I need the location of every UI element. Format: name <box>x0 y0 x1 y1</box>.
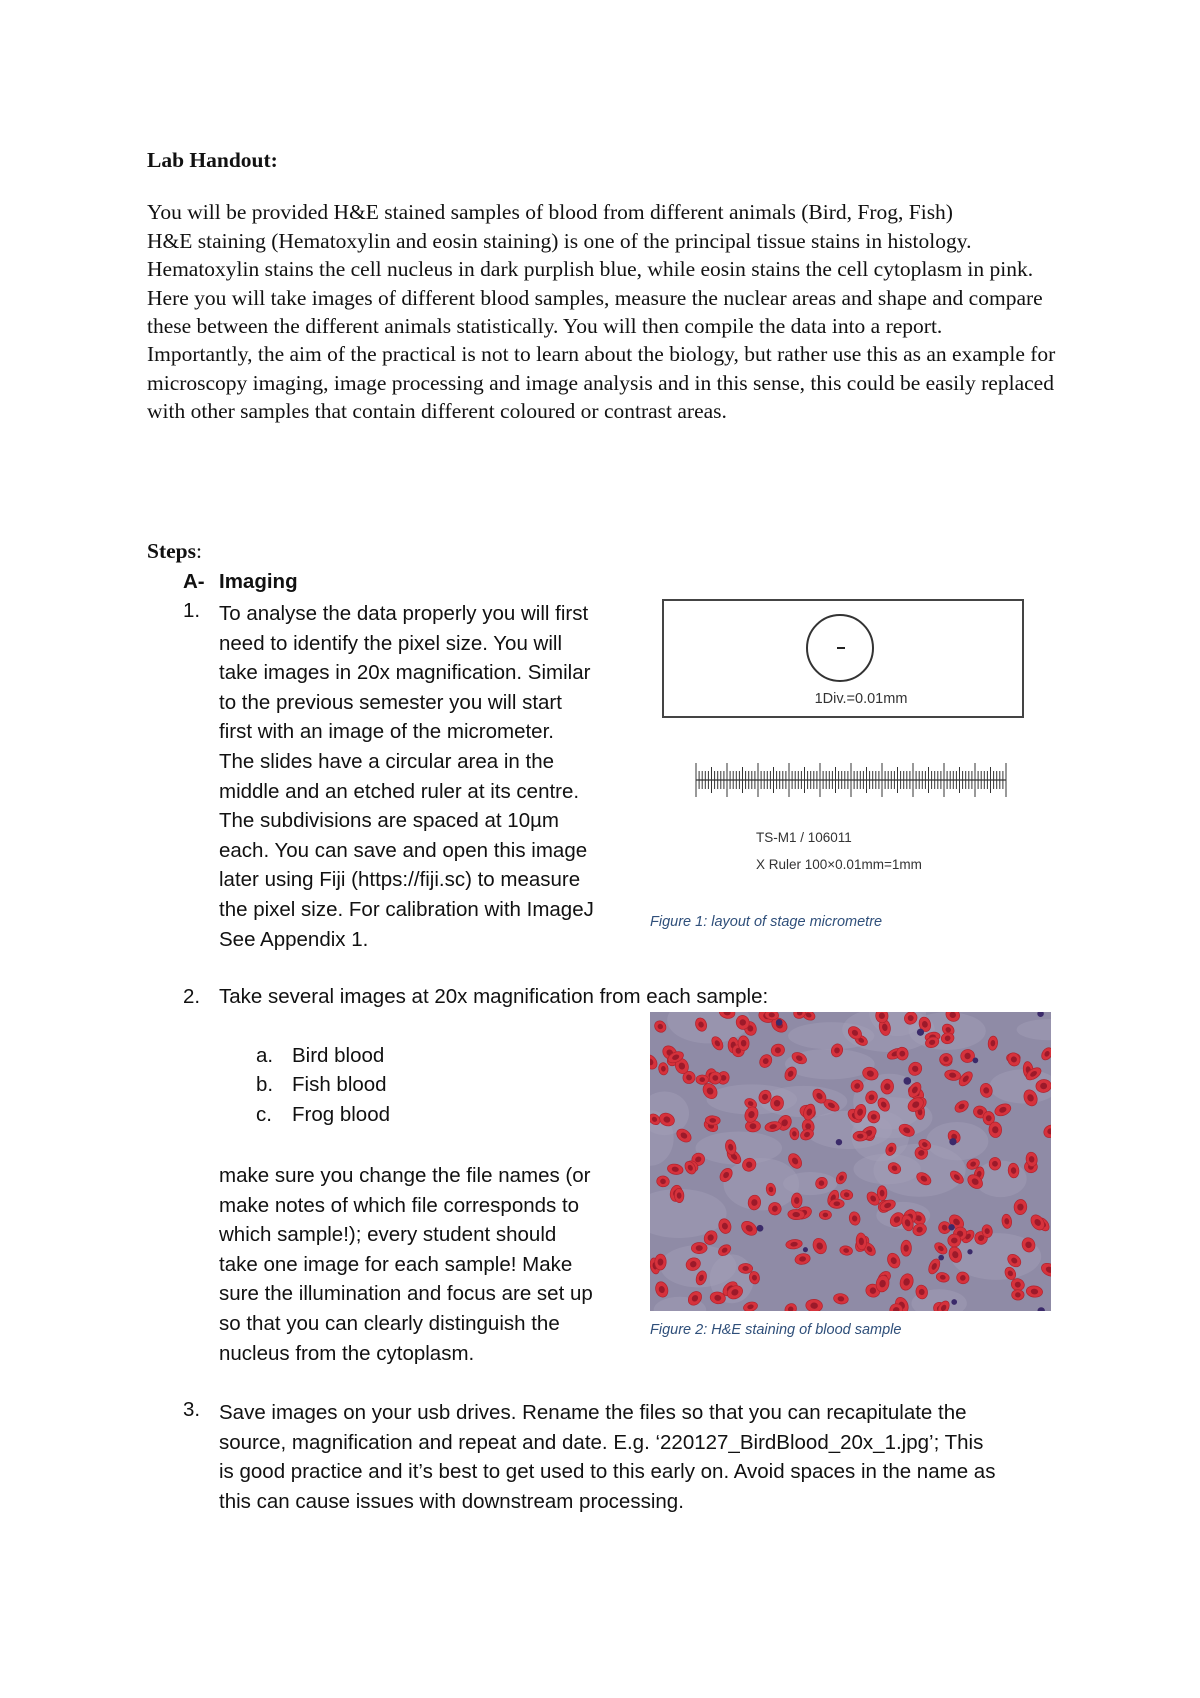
step-1-line: each. You can save and open this image <box>219 838 588 862</box>
step-2-note-line: make sure you change the file names (or <box>219 1164 591 1187</box>
cell-nucleus <box>1015 1292 1021 1297</box>
micrometre-circle <box>806 614 874 682</box>
white-blood-cell <box>967 1249 972 1254</box>
white-blood-cell <box>917 1029 924 1036</box>
figure-1-caption: Figure 1: layout of stage micrometre <box>650 914 883 930</box>
step-1-line: The slides have a circular area in the <box>219 749 555 773</box>
step-3-number: 3. <box>183 1398 201 1421</box>
step-3-line: this can cause issues with downstream processing. <box>219 1489 684 1513</box>
step-1-number: 1. <box>183 599 201 622</box>
red-blood-cell <box>829 1199 844 1209</box>
step-2-note-line: make notes of which file corresponds to <box>219 1193 580 1217</box>
step-1-text <box>219 599 639 954</box>
step-1-line: The subdivisions are spaced at 10µm <box>219 809 559 833</box>
white-blood-cell <box>836 1139 842 1145</box>
red-blood-cell <box>738 1036 750 1051</box>
intro-paragraph-2: H&E staining (Hematoxylin and eosin staining) is one of the principal tissue stains in histology. Hematoxylin stains the cell nucleus in dark purplish blue, while eosin stains the cell cytoplasm in pink. <box>147 228 1034 282</box>
step-1-line: See Appendix 1. <box>219 927 369 951</box>
sample-item: Bird blood <box>292 1044 385 1067</box>
step-2-note-line: take one image for each sample! Make <box>219 1252 573 1276</box>
red-blood-cell <box>791 1193 802 1208</box>
smear-patch <box>724 1158 800 1210</box>
red-blood-cell <box>1012 1290 1024 1300</box>
step-1-line: need to identify the pixel size. You will <box>219 631 563 655</box>
red-blood-cell <box>654 1254 666 1270</box>
figure-2-caption: Figure 2: H&E staining of blood sample <box>650 1322 902 1338</box>
step-2-heading: Take several images at 20x magnification from each sample: <box>219 985 769 1008</box>
step-1-line: take images in 20x magnification. Similar <box>219 661 591 685</box>
sample-item: Frog blood <box>292 1103 391 1126</box>
step-2-note-line: which sample!); every student should <box>219 1223 557 1247</box>
red-blood-cell <box>853 1131 868 1141</box>
white-blood-cell <box>757 1225 764 1232</box>
steps-heading <box>147 539 202 564</box>
section-a-title: Imaging <box>219 570 298 593</box>
intro-paragraph-4: Importantly, the aim of the practical is not to learn about the biology, but rather use this as an example for microscopy imaging, image processing and image analysis and in this sense, this could be easily replaced with other samples that contain different coloured or contrast areas. <box>147 342 1056 424</box>
step-2-note-line: sure the illumination and focus are set up <box>219 1282 593 1306</box>
step-2-note-line: so that you can clearly distinguish the <box>219 1311 560 1335</box>
white-blood-cell <box>951 1299 957 1305</box>
step-1-line: to the previous semester you will start <box>219 690 562 714</box>
step-1-line: the pixel size. For calibration with ImageJ <box>219 897 594 921</box>
step-3-text <box>219 1398 1079 1516</box>
step-2-number: 2. <box>183 985 201 1008</box>
white-blood-cell <box>803 1247 808 1252</box>
white-blood-cell <box>938 1255 944 1261</box>
red-blood-cell <box>745 1120 760 1132</box>
cell-nucleus <box>823 1213 828 1218</box>
red-blood-cell <box>691 1242 707 1253</box>
red-blood-cell <box>947 1234 961 1248</box>
step-1-line: To analyse the data properly you will first <box>219 602 589 625</box>
white-blood-cell <box>776 1019 783 1026</box>
blood-smear-image <box>650 1012 1051 1311</box>
step-1-line: later using Fiji (https://fiji.sc) to measure <box>219 868 581 892</box>
red-blood-cell <box>705 1116 720 1126</box>
step-3-line: is good practice and it’s best to get used to this early on. Avoid spaces in the name as <box>219 1460 996 1484</box>
red-blood-cell <box>738 1263 752 1273</box>
intro-paragraph-1: You will be provided H&E stained samples of blood from different animals (Bird, Frog, Fish) <box>147 200 953 225</box>
white-blood-cell <box>904 1077 912 1085</box>
red-blood-cell <box>901 1240 912 1256</box>
sample-label: b. <box>256 1073 274 1096</box>
step-2-note-line: nucleus from the cytoplasm. <box>219 1341 475 1365</box>
micrometre-ruler-mark <box>837 647 845 649</box>
step-3-line: source, magnification and repeat and date. E.g. ‘220127_BirdBlood_20x_1.jpg’; This <box>219 1430 984 1454</box>
step-1-line: first with an image of the micrometer. <box>219 720 554 744</box>
micrometre-division-label: 1Div.=0.01mm <box>814 691 908 707</box>
white-blood-cell <box>973 1058 979 1064</box>
red-blood-cell <box>819 1210 831 1219</box>
sample-item: Fish blood <box>292 1073 387 1096</box>
section-a-label: A- <box>183 570 205 593</box>
micrometre-model-label: TS-M1 / 106011 <box>756 830 852 845</box>
sample-label: c. <box>256 1103 272 1126</box>
steps-heading-colon: : <box>195 539 202 563</box>
cell-nucleus <box>750 1123 757 1129</box>
red-blood-cell <box>696 1075 709 1085</box>
micrometre-slide-figure <box>662 599 1024 718</box>
smear-patch <box>853 1154 920 1185</box>
red-blood-cell <box>989 1157 1001 1170</box>
intro-paragraph-3: Here you will take images of different blood samples, measure the nuclear areas and shape and compare these between the different animals statistically. You will then compile the data into a report. <box>147 285 1043 339</box>
white-blood-cell <box>948 1224 954 1230</box>
steps-heading-text: Steps <box>147 539 196 563</box>
white-blood-cell <box>949 1138 956 1145</box>
step-1-line: middle and an etched ruler at its centre. <box>219 779 580 803</box>
step-2-note <box>219 1161 639 1368</box>
step-3-line: Save images on your usb drives. Rename the files so that you can recapitulate the <box>219 1401 967 1424</box>
page-title: Lab Handout: <box>147 148 278 172</box>
micrometre-ruler-scale <box>651 730 1011 822</box>
red-blood-cell <box>674 1188 684 1203</box>
intro-section <box>147 146 1067 426</box>
sample-label: a. <box>256 1044 274 1067</box>
micrometre-ruler-label: X Ruler 100×0.01mm=1mm <box>756 857 922 872</box>
